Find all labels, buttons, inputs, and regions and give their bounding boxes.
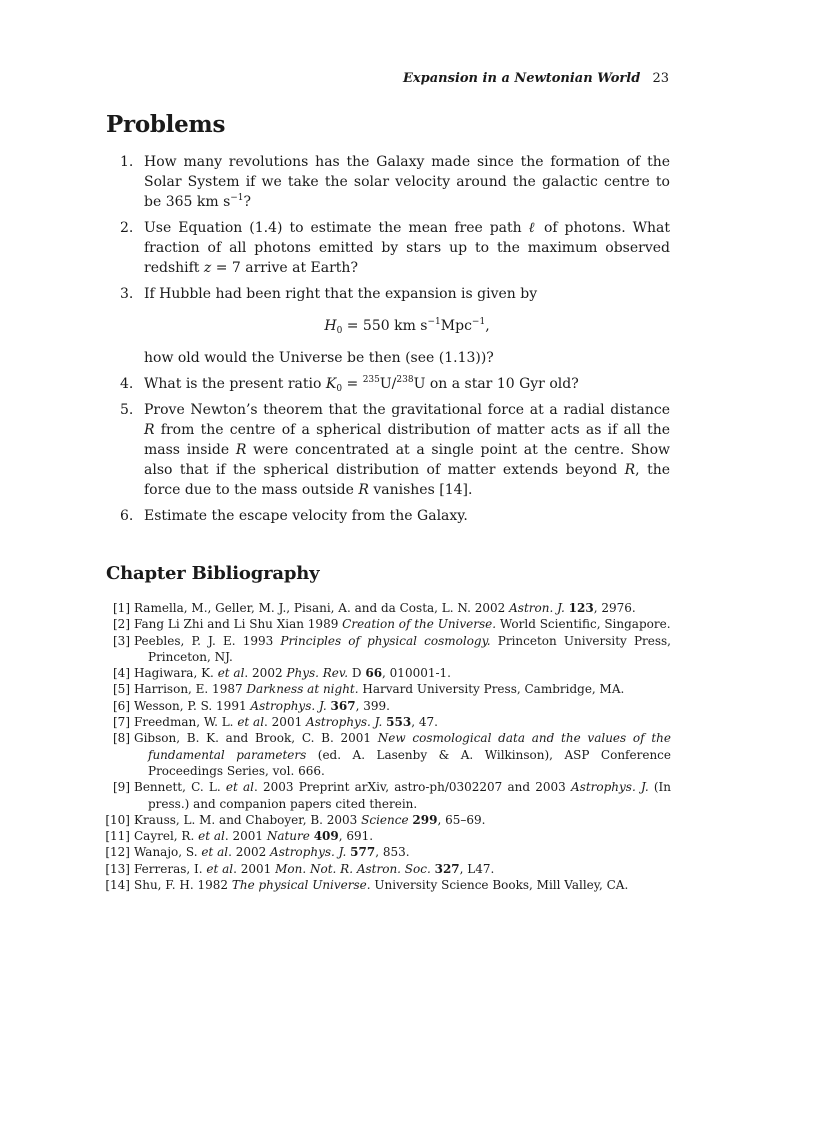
bibliography-entry bbox=[100, 616, 671, 632]
reference-number: [11] bbox=[105, 829, 130, 844]
problem-text: Use Equation (1.4) to estimate the mean free path ℓ of photons. What fraction of all photons emitted by stars up to the maximum observed redshift z = 7 arrive at Earth? bbox=[144, 220, 670, 276]
reference-text: Freedman, W. L. et al. 2001 Astrophys. J. 553, 47. bbox=[134, 715, 438, 730]
bibliography-entry bbox=[100, 633, 671, 666]
problem-text: If Hubble had been right that the expansion is given by $H_0 = 550$ km $s^{-1}Mpc^{-1}$, how old would the Universe be then (see (1.13))? bbox=[144, 286, 538, 366]
problem-number: 3. bbox=[120, 286, 134, 302]
bibliography-entry bbox=[100, 665, 671, 681]
reference-text: Fang Li Zhi and Li Shu Xian 1989 Creation of the Universe. World Scientific, Singapore. bbox=[134, 617, 671, 632]
bibliography-entry bbox=[100, 877, 671, 893]
reference-number: [9] bbox=[113, 780, 130, 795]
bibliography-entry bbox=[100, 698, 671, 714]
problem-number: 1. bbox=[120, 154, 134, 170]
problem-number: 6. bbox=[120, 508, 134, 524]
problem-item bbox=[120, 374, 670, 394]
reference-text: Hagiwara, K. et al. 2002 Phys. Rev. D 66, 010001-1. bbox=[134, 666, 451, 681]
reference-number: [2] bbox=[113, 617, 130, 632]
bibliography-entry bbox=[100, 861, 671, 877]
reference-text: Ramella, M., Geller, M. J., Pisani, A. and da Costa, L. N. 2002 Astron. J. 123, 2976. bbox=[134, 601, 636, 615]
bibliography-entry bbox=[100, 730, 671, 779]
reference-number: [12] bbox=[105, 845, 130, 860]
problem-item bbox=[120, 152, 670, 212]
problem-item bbox=[120, 506, 670, 526]
reference-number: [1] bbox=[113, 601, 130, 615]
reference-number: [8] bbox=[113, 731, 130, 746]
problem-number: 5. bbox=[120, 402, 134, 418]
reference-number: [10] bbox=[105, 812, 130, 827]
bibliography-heading: Chapter Bibliography bbox=[106, 563, 320, 584]
running-title: Expansion in a Newtonian World bbox=[403, 71, 641, 86]
page-number: 23 bbox=[652, 71, 669, 86]
reference-number: [13] bbox=[105, 861, 130, 876]
reference-text: Bennett, C. L. et al. 2003 Preprint arXiv, astro-ph/0302207 and 2003 Astrophys. J. (In press.) and companion papers cited therein. bbox=[134, 780, 671, 811]
bibliography-entry bbox=[100, 812, 671, 828]
bibliography-list bbox=[100, 600, 671, 893]
reference-text: Peebles, P. J. E. 1993 Principles of physical cosmology. Princeton University Press, Princeton, NJ. bbox=[134, 633, 671, 664]
problem-item bbox=[120, 284, 670, 368]
reference-text: Wanajo, S. et al. 2002 Astrophys. J. 577, 853. bbox=[134, 845, 410, 860]
problem-item bbox=[120, 218, 670, 278]
problems-list bbox=[120, 152, 670, 532]
reference-number: [5] bbox=[113, 682, 130, 697]
problems-heading: Problems bbox=[106, 111, 226, 138]
bibliography-entry bbox=[100, 600, 671, 616]
reference-text: Shu, F. H. 1982 The physical Universe. University Science Books, Mill Valley, CA. bbox=[134, 878, 629, 893]
reference-text: Wesson, P. S. 1991 Astrophys. J. 367, 399. bbox=[134, 698, 390, 713]
reference-number: [6] bbox=[113, 698, 130, 713]
reference-text: Ferreras, I. et al. 2001 Mon. Not. R. Astron. Soc. 327, L47. bbox=[134, 861, 495, 876]
bibliography-entry bbox=[100, 779, 671, 812]
reference-number: [4] bbox=[113, 666, 130, 681]
problem-text: How many revolutions has the Galaxy made since the formation of the Solar System if we take the solar velocity around the galactic centre to be 365 km $s^{-1}$? bbox=[144, 154, 670, 210]
reference-number: [3] bbox=[113, 633, 130, 648]
problem-text: Prove Newton’s theorem that the gravitational force at a radial distance R from the centre of a spherical distribution of matter acts as if all the mass inside R were concentrated at a single point at the centre. Show also that if the spherical distribution of matter extends beyond R, the force due to the mass outside R vanishes [14]. bbox=[144, 402, 670, 498]
reference-number: [14] bbox=[105, 878, 130, 893]
problem-text: Estimate the escape velocity from the Galaxy. bbox=[144, 508, 468, 524]
reference-number: [7] bbox=[113, 715, 130, 730]
bibliography-entry bbox=[100, 828, 671, 844]
bibliography-entry bbox=[100, 714, 671, 730]
reference-text: Harrison, E. 1987 Darkness at night. Harvard University Press, Cambridge, MA. bbox=[134, 682, 625, 697]
reference-text: Krauss, L. M. and Chaboyer, B. 2003 Science 299, 65–69. bbox=[134, 812, 486, 827]
bibliography-entry bbox=[100, 681, 671, 697]
problem-number: 4. bbox=[120, 376, 134, 392]
problem-item bbox=[120, 400, 670, 500]
reference-text: Cayrel, R. et al. 2001 Nature 409, 691. bbox=[134, 829, 374, 844]
reference-text: Gibson, B. K. and Brook, C. B. 2001 New cosmological data and the values of the fundamental parameters (ed. A. Lasenby & A. Wilkinson), ASP Conference Proceedings Series, vol. 666. bbox=[134, 731, 671, 778]
problem-number: 2. bbox=[120, 220, 134, 236]
bibliography-entry bbox=[100, 844, 671, 860]
problem-text: What is the present ratio $K_0 = ^{235}U/^{238}U$ on a star 10 Gyr old? bbox=[144, 375, 579, 394]
